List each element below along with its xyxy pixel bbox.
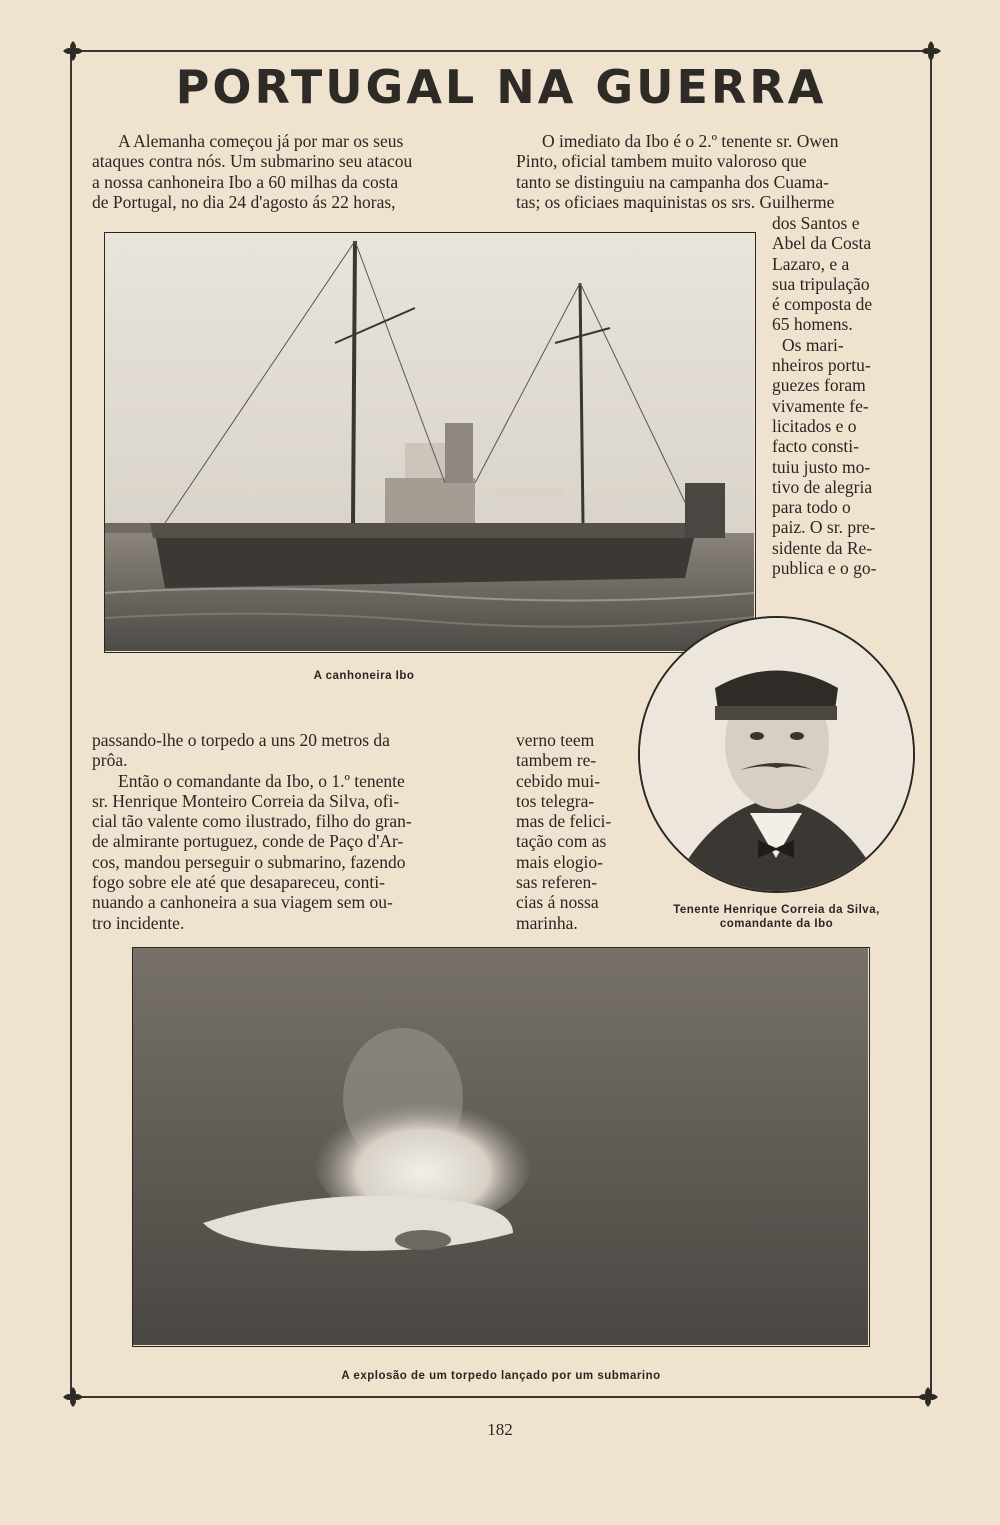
text-line: nuando a canhoneira a sua viagem sem ou- [92, 892, 393, 913]
page-title: PORTUGAL NA GUERRA [175, 60, 827, 114]
text-line: tambem re- [516, 750, 597, 771]
text-line: ataques contra nós. Um submarino seu atacou [92, 151, 413, 172]
text-line: tanto se distinguiu na campanha dos Cuama- [516, 171, 829, 192]
article-right-narrow [772, 213, 909, 578]
text-line: fogo sobre ele até que desapareceu, conti- [92, 872, 385, 893]
text-line: tas; os oficiaes maquinistas os srs. Guilherme [516, 191, 835, 212]
portrait-photo [638, 616, 915, 893]
article-col2-top [516, 131, 909, 212]
article-col1-bottom [92, 730, 484, 933]
text-line: cial tão valente como ilustrado, filho do gran- [92, 811, 412, 832]
text-line: tro incidente. [92, 912, 185, 933]
text-line: mais elogio- [516, 851, 603, 872]
text-line: a nossa canhoneira Ibo a 60 milhas da costa [92, 171, 399, 192]
text-line: licitados e o [772, 415, 857, 436]
caption-line: comandante da Ibo [719, 918, 834, 930]
text-line: dos Santos e [772, 213, 860, 233]
text-line: verno teem [516, 730, 595, 750]
text-line: marinha. [516, 912, 578, 933]
explosion-photo [132, 947, 870, 1347]
text-line: 65 homens. [772, 314, 853, 335]
text-line: para todo o [772, 497, 851, 518]
portrait-caption [630, 903, 923, 931]
text-line: Pinto, oficial tambem muito valoroso que [516, 151, 807, 172]
text-line: nheiros portu- [772, 355, 871, 376]
text-line: passando-lhe o torpedo a uns 20 metros da [92, 730, 390, 750]
text-line: sidente da Re- [772, 537, 873, 558]
text-line: de almirante portuguez, conde de Paço d'Ar- [92, 831, 404, 852]
text-line: cebido mui- [516, 770, 601, 791]
text-line: Os mari- [782, 334, 844, 355]
text-line: mas de felici- [516, 811, 612, 832]
corner-ornament-icon [915, 1384, 941, 1410]
text-line: tuiu justo mo- [772, 456, 871, 477]
text-line: vivamente fe- [772, 395, 869, 416]
text-line: cias á nossa [516, 892, 599, 913]
text-line: publica e o go- [772, 558, 877, 579]
text-line: paiz. O sr. pre- [772, 517, 876, 538]
text-line: Abel da Costa [772, 233, 872, 254]
text-line: Lazaro, e a [772, 253, 850, 274]
text-line: sua tripulação [772, 273, 870, 294]
text-line: guezes foram [772, 375, 866, 396]
officer-portrait-image [640, 618, 913, 891]
text-line: prôa. [92, 750, 128, 771]
text-line: tação com as [516, 831, 607, 852]
text-line: sr. Henrique Monteiro Correia da Silva, ofi- [92, 790, 400, 811]
text-line: cos, mandou perseguir o submarino, fazendo [92, 851, 406, 872]
article-col2-bottom [516, 730, 624, 933]
gunboat-image [105, 233, 754, 651]
text-line: de Portugal, no dia 24 d'agosto ás 22 horas, [92, 191, 396, 212]
ship-caption: A canhoneira Ibo [313, 670, 415, 682]
explosion-caption: A explosão de um torpedo lançado por um submarino [341, 1370, 661, 1382]
caption-line: Tenente Henrique Correia da Silva, [673, 904, 880, 916]
text-line: Então o comandante da Ibo, o 1.º tenente [118, 770, 405, 791]
article-col1-top [92, 131, 484, 212]
corner-ornament-icon [60, 1384, 86, 1410]
text-line: sas referen- [516, 872, 598, 893]
text-line: é composta de [772, 294, 873, 315]
ship-photo [104, 232, 756, 653]
text-line: tos telegra- [516, 790, 595, 811]
text-line: tivo de alegria [772, 476, 873, 497]
page-number: 182 [487, 1420, 513, 1439]
text-line: facto consti- [772, 436, 859, 457]
text-line: A Alemanha começou já por mar os seus [118, 131, 404, 151]
text-line: O imediato da Ibo é o 2.º tenente sr. Owen [542, 131, 839, 151]
torpedo-explosion-image [133, 948, 868, 1345]
